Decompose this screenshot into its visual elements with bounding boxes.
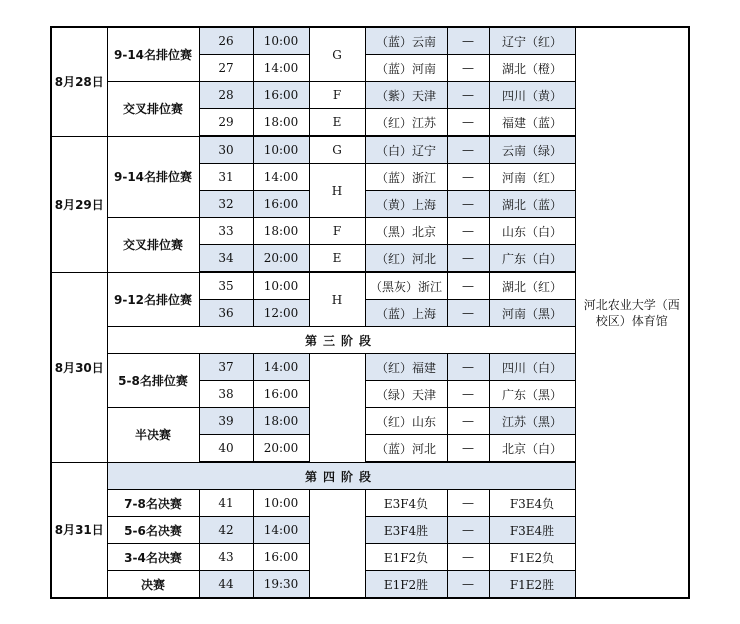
team1-cell: （红）江苏 bbox=[365, 109, 447, 137]
team2-cell: 福建（蓝） bbox=[489, 109, 575, 137]
dash-cell: — bbox=[447, 245, 489, 273]
match-time: 20:00 bbox=[253, 435, 309, 463]
match-time: 16:00 bbox=[253, 544, 309, 571]
match-no: 35 bbox=[199, 272, 253, 300]
stage-cell: 交叉排位赛 bbox=[107, 218, 199, 273]
team1-cell: （紫）天津 bbox=[365, 82, 447, 109]
match-no: 28 bbox=[199, 82, 253, 109]
match-time: 10:00 bbox=[253, 490, 309, 517]
team2-cell: F3E4负 bbox=[489, 490, 575, 517]
team1-cell: E3F4胜 bbox=[365, 517, 447, 544]
match-time: 14:00 bbox=[253, 354, 309, 381]
group-cell bbox=[309, 354, 365, 463]
team2-cell: 湖北（橙） bbox=[489, 55, 575, 82]
dash-cell: — bbox=[447, 435, 489, 463]
match-time: 10:00 bbox=[253, 27, 309, 55]
dash-cell: — bbox=[447, 544, 489, 571]
match-no: 26 bbox=[199, 27, 253, 55]
match-no: 32 bbox=[199, 191, 253, 218]
team2-cell: 北京（白） bbox=[489, 435, 575, 463]
table-row bbox=[51, 27, 689, 55]
match-no: 27 bbox=[199, 55, 253, 82]
stage-cell: 交叉排位赛 bbox=[107, 82, 199, 137]
dash-cell: — bbox=[447, 354, 489, 381]
stage-cell: 5-6名决赛 bbox=[107, 517, 199, 544]
match-no: 31 bbox=[199, 164, 253, 191]
group-cell: G bbox=[309, 136, 365, 164]
schedule-table bbox=[50, 26, 690, 599]
team1-cell: （蓝）上海 bbox=[365, 300, 447, 327]
dash-cell: — bbox=[447, 27, 489, 55]
stage-cell: 5-8名排位赛 bbox=[107, 354, 199, 408]
dash-cell: — bbox=[447, 55, 489, 82]
match-no: 43 bbox=[199, 544, 253, 571]
dash-cell: — bbox=[447, 218, 489, 245]
match-time: 14:00 bbox=[253, 164, 309, 191]
dash-cell: — bbox=[447, 490, 489, 517]
stage-cell: 3-4名决赛 bbox=[107, 544, 199, 571]
match-no: 39 bbox=[199, 408, 253, 435]
match-time: 16:00 bbox=[253, 381, 309, 408]
group-cell: G bbox=[309, 27, 365, 82]
venue-cell: 河北农业大学（西校区）体育馆 bbox=[575, 27, 689, 598]
match-no: 36 bbox=[199, 300, 253, 327]
group-cell: F bbox=[309, 218, 365, 245]
dash-cell: — bbox=[447, 517, 489, 544]
team2-cell: F3E4胜 bbox=[489, 517, 575, 544]
match-no: 37 bbox=[199, 354, 253, 381]
match-time: 20:00 bbox=[253, 245, 309, 273]
dash-cell: — bbox=[447, 571, 489, 599]
match-time: 10:00 bbox=[253, 136, 309, 164]
dash-cell: — bbox=[447, 300, 489, 327]
match-no: 34 bbox=[199, 245, 253, 273]
match-time: 18:00 bbox=[253, 218, 309, 245]
match-time: 18:00 bbox=[253, 109, 309, 137]
team1-cell: （红）山东 bbox=[365, 408, 447, 435]
date-cell: 8月28日 bbox=[51, 27, 107, 136]
team2-cell: 广东（黑） bbox=[489, 381, 575, 408]
team2-cell: 河南（黑） bbox=[489, 300, 575, 327]
dash-cell: — bbox=[447, 164, 489, 191]
group-cell: H bbox=[309, 272, 365, 327]
stage-cell: 7-8名决赛 bbox=[107, 490, 199, 517]
dash-cell: — bbox=[447, 109, 489, 137]
match-no: 30 bbox=[199, 136, 253, 164]
match-no: 38 bbox=[199, 381, 253, 408]
team1-cell: （蓝）云南 bbox=[365, 27, 447, 55]
date-cell: 8月31日 bbox=[51, 462, 107, 598]
date-cell: 8月29日 bbox=[51, 136, 107, 272]
team2-cell: 四川（黄） bbox=[489, 82, 575, 109]
match-time: 16:00 bbox=[253, 82, 309, 109]
dash-cell: — bbox=[447, 191, 489, 218]
date-cell: 8月30日 bbox=[51, 272, 107, 462]
team2-cell: F1E2胜 bbox=[489, 571, 575, 599]
match-time: 16:00 bbox=[253, 191, 309, 218]
team1-cell: （黑）北京 bbox=[365, 218, 447, 245]
group-cell: H bbox=[309, 164, 365, 218]
team1-cell: （蓝）浙江 bbox=[365, 164, 447, 191]
match-no: 42 bbox=[199, 517, 253, 544]
match-time: 14:00 bbox=[253, 55, 309, 82]
match-no: 33 bbox=[199, 218, 253, 245]
team2-cell: 湖北（红） bbox=[489, 272, 575, 300]
group-cell bbox=[309, 490, 365, 599]
match-no: 40 bbox=[199, 435, 253, 463]
team1-cell: （绿）天津 bbox=[365, 381, 447, 408]
team2-cell: 云南（绿） bbox=[489, 136, 575, 164]
stage-cell: 9-14名排位赛 bbox=[107, 136, 199, 218]
dash-cell: — bbox=[447, 82, 489, 109]
stage-cell: 9-14名排位赛 bbox=[107, 27, 199, 82]
team1-cell: （蓝）河南 bbox=[365, 55, 447, 82]
team2-cell: 河南（红） bbox=[489, 164, 575, 191]
team1-cell: E3F4负 bbox=[365, 490, 447, 517]
team1-cell: E1F2负 bbox=[365, 544, 447, 571]
dash-cell: — bbox=[447, 136, 489, 164]
dash-cell: — bbox=[447, 408, 489, 435]
team2-cell: 江苏（黑） bbox=[489, 408, 575, 435]
match-time: 18:00 bbox=[253, 408, 309, 435]
stage-cell: 半决赛 bbox=[107, 408, 199, 463]
team1-cell: （红）河北 bbox=[365, 245, 447, 273]
team2-cell: F1E2负 bbox=[489, 544, 575, 571]
group-cell: F bbox=[309, 82, 365, 109]
match-time: 12:00 bbox=[253, 300, 309, 327]
dash-cell: — bbox=[447, 272, 489, 300]
team2-cell: 湖北（蓝） bbox=[489, 191, 575, 218]
phase-4-heading: 第四阶段 bbox=[107, 462, 575, 490]
stage-cell: 9-12名排位赛 bbox=[107, 272, 199, 327]
team1-cell: （白）辽宁 bbox=[365, 136, 447, 164]
team2-cell: 四川（白） bbox=[489, 354, 575, 381]
dash-cell: — bbox=[447, 381, 489, 408]
stage-cell: 决赛 bbox=[107, 571, 199, 599]
match-time: 19:30 bbox=[253, 571, 309, 599]
match-no: 44 bbox=[199, 571, 253, 599]
match-time: 10:00 bbox=[253, 272, 309, 300]
match-time: 14:00 bbox=[253, 517, 309, 544]
group-cell: E bbox=[309, 109, 365, 137]
match-no: 29 bbox=[199, 109, 253, 137]
group-cell: E bbox=[309, 245, 365, 273]
team1-cell: （黑灰）浙江 bbox=[365, 272, 447, 300]
phase-3-heading: 第三阶段 bbox=[107, 327, 575, 354]
team1-cell: E1F2胜 bbox=[365, 571, 447, 599]
team2-cell: 广东（白） bbox=[489, 245, 575, 273]
team1-cell: （黄）上海 bbox=[365, 191, 447, 218]
team2-cell: 山东（白） bbox=[489, 218, 575, 245]
schedule-container bbox=[50, 26, 690, 599]
team1-cell: （红）福建 bbox=[365, 354, 447, 381]
match-no: 41 bbox=[199, 490, 253, 517]
team1-cell: （蓝）河北 bbox=[365, 435, 447, 463]
team2-cell: 辽宁（红） bbox=[489, 27, 575, 55]
